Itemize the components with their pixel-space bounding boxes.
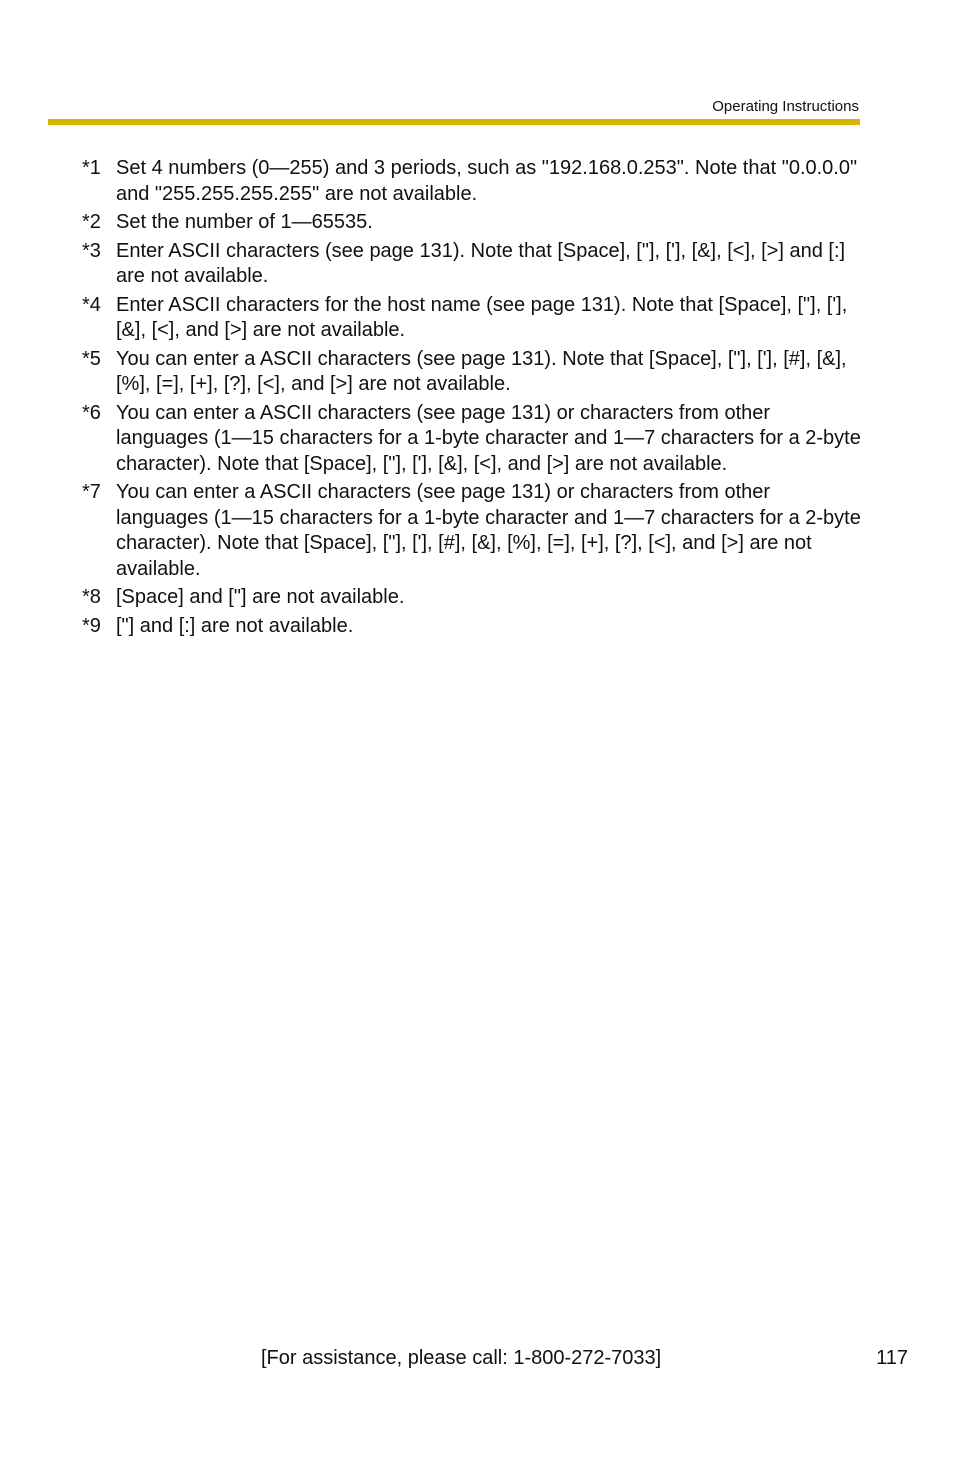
- footnote-item: [82, 347, 862, 398]
- footnote-item: [82, 210, 862, 236]
- footnote-text: You can enter a ASCII characters (see page 131). Note that [Space], ["], ['], [#], [&], [%], [=], [+], [?], [<], and [>] are not available.: [116, 347, 847, 395]
- footnote-text: You can enter a ASCII characters (see page 131) or characters from other languages (1—15 characters for a 1-byte character and 1—7 characters for a 2-byte character). Note that [Space], ["], ['], [&], [<], and [>] are not available.: [116, 401, 861, 475]
- footnote-item: [82, 401, 862, 478]
- footnote-text: Set the number of 1—65535.: [116, 211, 373, 233]
- footnote-marker: *8: [82, 586, 101, 608]
- footnote-text: [Space] and ["] are not available.: [116, 586, 405, 608]
- footnote-marker: *1: [82, 157, 101, 179]
- footnote-text: You can enter a ASCII characters (see page 131) or characters from other languages (1—15 characters for a 1-byte character and 1—7 characters for a 2-byte character). Note that [Space], ["], ['], [#], [&], [%], [=], [+], [?], [<], and [>] are not available.: [116, 481, 861, 580]
- header-rule: [48, 119, 860, 125]
- footnote-item: [82, 585, 862, 611]
- footnote-text: Set 4 numbers (0—255) and 3 periods, such as "192.168.0.253". Note that "0.0.0.0" and "255.255.255.255" are not available.: [116, 157, 858, 205]
- footnote-marker: *4: [82, 293, 101, 316]
- footnote-item: [82, 480, 862, 582]
- footnote-item: [82, 239, 862, 290]
- footnote-text: Enter ASCII characters for the host name (see page 131). Note that [Space], ["], ['], [&], [<], and [>] are not available.: [116, 293, 848, 341]
- header-label: Operating Instructions: [712, 98, 859, 115]
- footnote-marker: *6: [82, 401, 101, 424]
- footnote-item: [82, 293, 862, 344]
- footnote-marker: *7: [82, 481, 101, 503]
- footer-assistance: [For assistance, please call: 1-800-272-7033]: [261, 1347, 662, 1369]
- footnote-text: Enter ASCII characters (see page 131). Note that [Space], ["], ['], [&], [<], [>] and [:] are not available.: [116, 239, 846, 287]
- page-number: 117: [876, 1347, 908, 1369]
- footnote-item: [82, 156, 862, 207]
- footnote-marker: *3: [82, 239, 101, 262]
- footnote-marker: *5: [82, 347, 101, 370]
- footnote-item: [82, 614, 862, 640]
- footnote-text: ["] and [:] are not available.: [116, 614, 354, 637]
- footnote-marker: *2: [82, 211, 101, 233]
- footnote-marker: *9: [82, 614, 101, 637]
- footnote-list: [82, 156, 862, 642]
